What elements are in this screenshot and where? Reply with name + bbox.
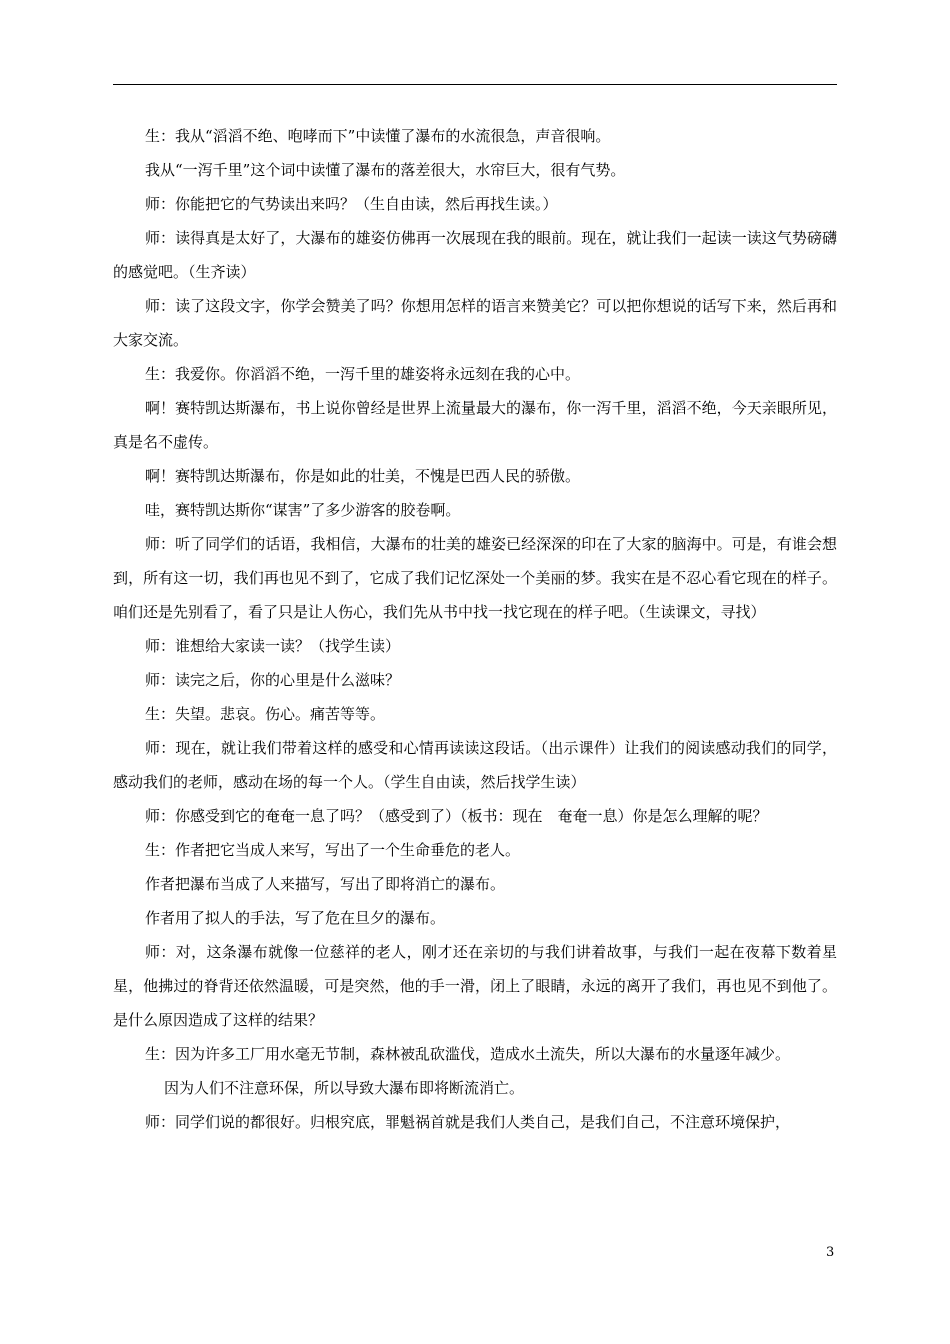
paragraph: 生：作者把它当成人来写，写出了一个生命垂危的老人。	[145, 841, 521, 859]
page-number: 3	[826, 1245, 835, 1260]
paragraph: 师：对，这条瀑布就像一位慈祥的老人，刚才还在亲切的与我们讲着故事，与我们一起在夜幕下数着星星，他拂过的脊背还依然温暖，可是突然，他的手一滑，闭上了眼睛，永远的离开了我们，再也见不到他了。是什么原因造成了这样的结果？	[113, 943, 837, 1029]
paragraph: 啊！赛特凯达斯瀑布，你是如此的壮美，不愧是巴西人民的骄傲。	[145, 467, 581, 485]
paragraph: 生：失望。悲哀。伤心。痛苦等等。	[145, 705, 386, 723]
paragraph: 我从“一泻千里”这个词中读懂了瀑布的落差很大，水帘巨大，很有气势。	[145, 161, 626, 179]
paragraph: 生：我从“滔滔不绝、咆哮而下”中读懂了瀑布的水流很急，声音很响。	[145, 127, 611, 145]
paragraph: 作者用了拟人的手法，写了危在旦夕的瀑布。	[145, 909, 446, 927]
document-body	[113, 119, 837, 1139]
paragraph: 哇，赛特凯达斯你“谋害”了多少游客的胶卷啊。	[145, 501, 461, 519]
paragraph: 因为人们不注意环保，所以导致大瀑布即将断流消亡。	[164, 1079, 525, 1097]
paragraph: 师：读得真是太好了，大瀑布的雄姿仿佛再一次展现在我的眼前。现在，就让我们一起读一读这气势磅礴的感觉吧。（生齐读）	[113, 229, 837, 281]
paragraph: 师：谁想给大家读一读？（找学生读）	[145, 637, 401, 655]
header-rule	[113, 84, 837, 85]
paragraph: 啊！赛特凯达斯瀑布，书上说你曾经是世界上流量最大的瀑布，你一泻千里，滔滔不绝，今天亲眼所见，真是名不虚传。	[113, 399, 837, 451]
paragraph: 作者把瀑布当成了人来描写，写出了即将消亡的瀑布。	[145, 875, 506, 893]
paragraph: 师：读完之后，你的心里是什么滋味？	[145, 671, 401, 689]
paragraph: 生：我爱你。你滔滔不绝，一泻千里的雄姿将永远刻在我的心中。	[145, 365, 581, 383]
paragraph: 师：你感受到它的奄奄一息了吗？（感受到了）（板书：现在 奄奄一息）你是怎么理解的呢？	[145, 807, 768, 825]
paragraph: 师：读了这段文字，你学会赞美了吗？你想用怎样的语言来赞美它？可以把你想说的话写下来，然后再和大家交流。	[113, 297, 837, 349]
paragraph: 师：你能把它的气势读出来吗？（生自由读，然后再找生读。）	[145, 195, 558, 213]
paragraph: 师：听了同学们的话语，我相信，大瀑布的壮美的雄姿已经深深的印在了大家的脑海中。可是，有谁会想到，所有这一切，我们再也见不到了，它成了我们记忆深处一个美丽的梦。我实在是不忍心看它现在的样子。咱们还是先别看了，看了只是让人伤心，我们先从书中找一找它现在的样子吧。（生读课文，寻找）	[113, 535, 837, 621]
paragraph: 生：因为许多工厂用水毫无节制，森林被乱砍滥伐，造成水土流失，所以大瀑布的水量逐年减少。	[145, 1045, 791, 1063]
paragraph: 师：同学们说的都很好。归根究底，罪魁祸首就是我们人类自己，是我们自己，不注意环境保护，	[145, 1113, 791, 1131]
paragraph: 师：现在，就让我们带着这样的感受和心情再读读这段话。（出示课件）让我们的阅读感动我们的同学，感动我们的老师，感动在场的每一个人。（学生自由读，然后找学生读）	[113, 739, 837, 791]
